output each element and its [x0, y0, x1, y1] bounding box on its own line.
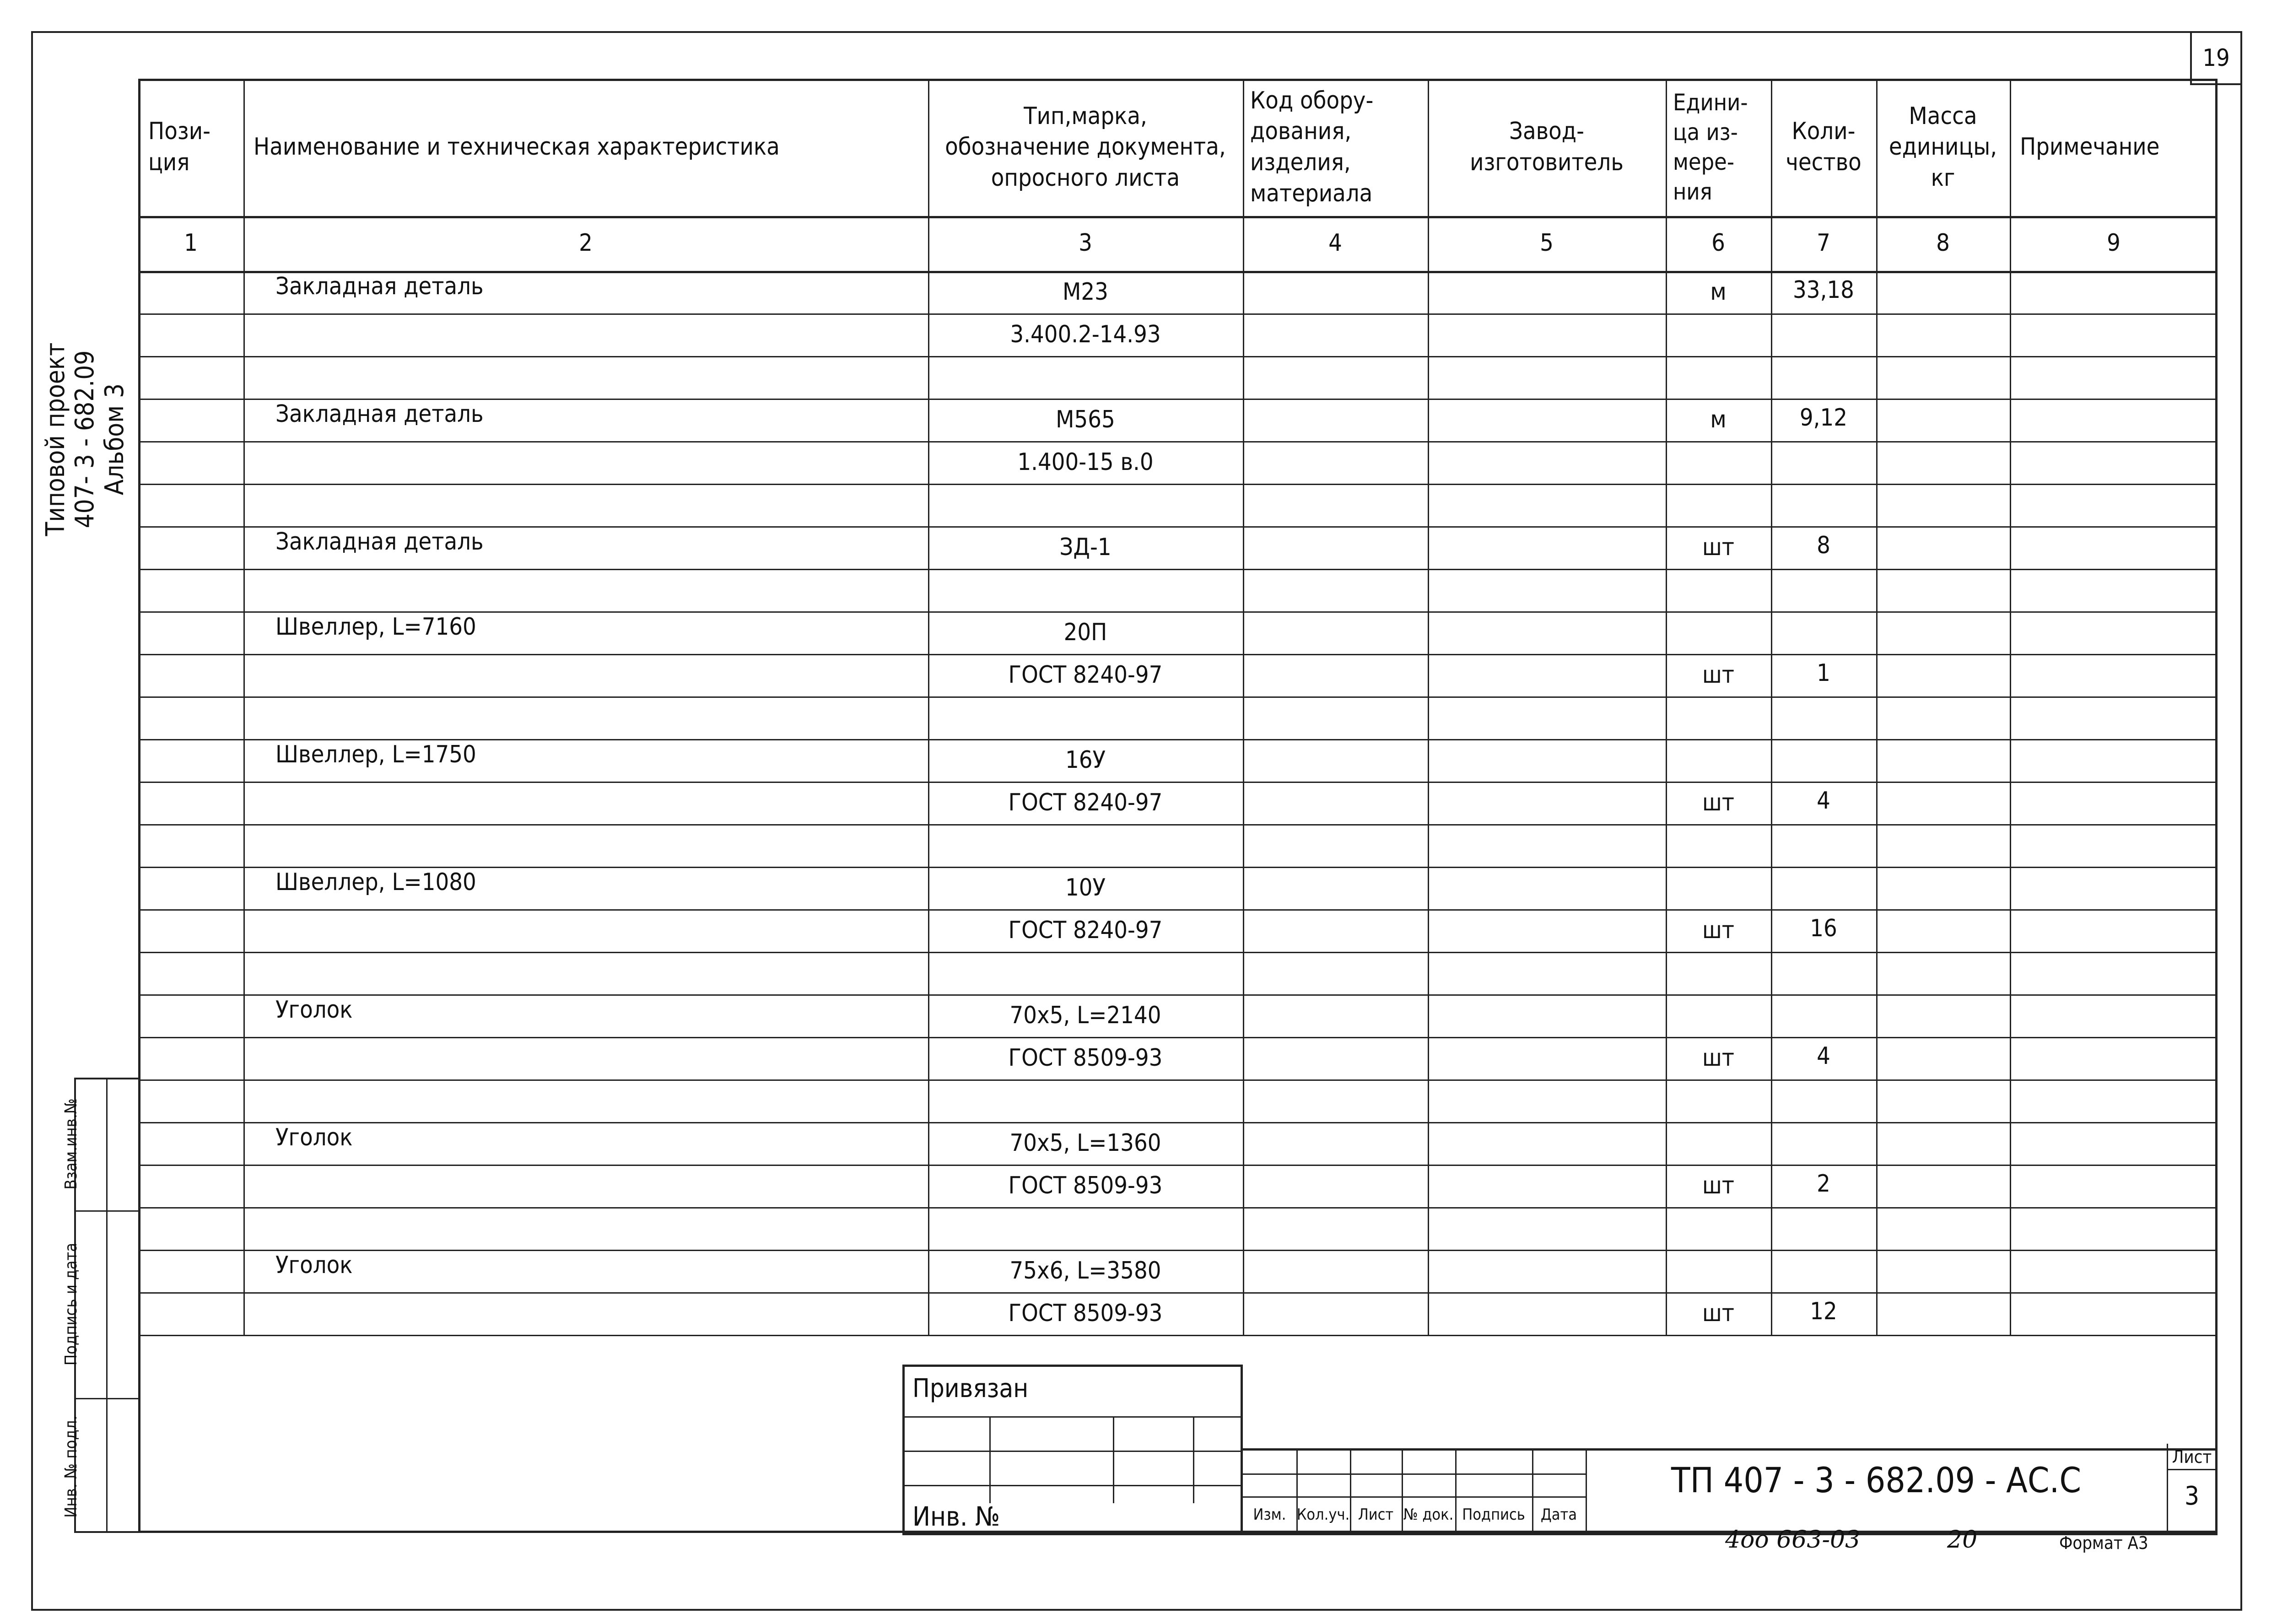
row-unit [1666, 994, 1771, 1037]
column-number: 4 [1328, 229, 1342, 257]
header-cell: Тип,марка, обозначение документа, опросного листа [945, 102, 1226, 192]
row-name: Уголок [275, 996, 353, 1024]
row-quantity [1771, 1205, 1876, 1248]
revision-header: № док. [1403, 1505, 1454, 1524]
row-type: ГОСТ 8240-97 [1008, 661, 1163, 689]
stamp-vzam-inv: Взам.инв.№ [62, 1098, 81, 1190]
row-unit: шт [1702, 533, 1735, 561]
row-quantity [1771, 312, 1876, 354]
row-quantity [1771, 950, 1876, 993]
row-unit [1666, 1122, 1771, 1165]
row-type: ГОСТ 8509-93 [1008, 1171, 1163, 1199]
column-number: 6 [1711, 229, 1725, 257]
row-name [243, 819, 928, 861]
privyazan-label: Привязан [912, 1373, 1029, 1403]
row-name: Уголок [275, 1123, 353, 1151]
row-unit: шт [1702, 661, 1735, 689]
header-cell: Примечание [2020, 133, 2160, 161]
row-unit [1666, 1250, 1771, 1292]
row-name: Швеллер, L=7160 [275, 613, 476, 641]
header-cell: Пози- ция [148, 118, 210, 176]
list-label: Лист [2172, 1447, 2212, 1468]
list-value: 3 [2184, 1481, 2200, 1511]
header-cell: Масса единицы, кг [1889, 102, 1997, 192]
side-title-line1: Типовой проект [41, 342, 70, 536]
revision-header: Дата [1540, 1505, 1577, 1524]
row-quantity: 16 [1810, 914, 1837, 942]
row-name [243, 1159, 928, 1202]
row-unit [1666, 441, 1771, 484]
row-name: Закладная деталь [275, 272, 484, 300]
row-quantity [1771, 439, 1876, 482]
row-name: Закладная деталь [275, 528, 484, 556]
row-unit [1666, 356, 1771, 399]
row-type [928, 1207, 1243, 1250]
row-type [928, 696, 1243, 739]
row-name [243, 1202, 928, 1244]
row-quantity: 9,12 [1799, 404, 1848, 432]
row-name [243, 308, 928, 351]
row-type [928, 952, 1243, 994]
side-title-line2: 407- 3 - 682.09 [70, 350, 100, 529]
row-type [928, 569, 1243, 611]
header-cell: Наименование и техническая характеристика [254, 133, 780, 161]
row-quantity [1771, 865, 1876, 907]
column-number: 7 [1817, 229, 1830, 257]
row-divider [138, 1335, 2218, 1336]
row-name: Швеллер, L=1750 [275, 740, 476, 768]
row-type: 3.400.2-14.93 [1010, 320, 1161, 348]
row-quantity: 1 [1817, 659, 1830, 687]
row-unit [1666, 313, 1771, 356]
row-name [243, 691, 928, 734]
row-unit [1666, 1207, 1771, 1250]
row-quantity: 4 [1817, 1042, 1830, 1070]
row-name [243, 436, 928, 478]
row-type: 10У [1065, 874, 1106, 901]
row-name [243, 904, 928, 946]
row-type: 1.400-15 в.0 [1017, 448, 1154, 476]
row-name [243, 776, 928, 819]
row-quantity [1771, 482, 1876, 524]
row-type [928, 1079, 1243, 1122]
row-name [243, 478, 928, 521]
inv-no-label: Инв. № [912, 1501, 1000, 1532]
row-name [243, 648, 928, 691]
row-unit [1666, 484, 1771, 526]
row-quantity: 2 [1817, 1170, 1830, 1198]
row-type: 70x5, L=1360 [1009, 1129, 1161, 1157]
column-number: 1 [184, 229, 198, 257]
row-name [243, 1287, 928, 1329]
stamp-inv-podl: Инв. № подл. [62, 1415, 81, 1518]
header-cell: Коли- чество [1786, 118, 1862, 176]
row-type: М565 [1056, 405, 1115, 433]
row-unit [1666, 867, 1771, 909]
row-unit [1666, 1079, 1771, 1122]
row-unit: шт [1702, 1299, 1735, 1327]
row-quantity [1771, 354, 1876, 397]
row-quantity [1771, 993, 1876, 1035]
row-type: ЗД-1 [1059, 533, 1112, 561]
stamp-podpis-data: Подпись и дата [62, 1242, 81, 1366]
row-name [243, 946, 928, 989]
row-quantity: 12 [1810, 1297, 1837, 1325]
row-type: ГОСТ 8240-97 [1008, 916, 1163, 944]
sheet-number: 19 [2190, 31, 2242, 85]
row-name [243, 351, 928, 393]
revision-header: Подпись [1462, 1505, 1525, 1524]
row-type: ГОСТ 8509-93 [1008, 1299, 1163, 1327]
revision-header: Лист [1358, 1505, 1394, 1524]
row-quantity [1771, 1120, 1876, 1163]
row-unit: шт [1702, 916, 1735, 944]
row-type: 16У [1065, 746, 1106, 774]
header-cell: Код обору- дования, изделия, материала [1250, 86, 1374, 207]
row-type: ГОСТ 8509-93 [1008, 1044, 1163, 1072]
column-number: 8 [1936, 229, 1950, 257]
row-name: Закладная деталь [275, 400, 484, 428]
column-number: 2 [579, 229, 593, 257]
header-cell: Едини- ца из- мере- ния [1673, 89, 1748, 205]
side-title [41, 302, 133, 577]
row-type: 75x6, L=3580 [1009, 1257, 1161, 1284]
row-quantity: 33,18 [1793, 276, 1854, 304]
row-unit [1666, 696, 1771, 739]
row-quantity [1771, 610, 1876, 652]
row-unit: м [1710, 405, 1727, 433]
row-quantity: 8 [1817, 531, 1830, 559]
row-type: М23 [1063, 278, 1108, 306]
row-quantity [1771, 822, 1876, 865]
document-code: ТП 407 - 3 - 682.09 - АС.С [1671, 1459, 2082, 1500]
revision-header: Изм. [1253, 1505, 1286, 1524]
column-number: 3 [1079, 229, 1092, 257]
row-name [243, 563, 928, 606]
row-unit [1666, 611, 1771, 654]
row-unit [1666, 952, 1771, 994]
row-type: 70x5, L=2140 [1009, 1001, 1161, 1029]
column-number: 9 [2107, 229, 2121, 257]
format-label: Формат А3 [2059, 1533, 2148, 1553]
row-unit: шт [1702, 1171, 1735, 1199]
handwritten-code: 4оо 663-03 [1725, 1526, 1861, 1554]
row-type [928, 356, 1243, 399]
row-quantity [1771, 567, 1876, 610]
row-unit [1666, 569, 1771, 611]
header-cell: Завод- изготовитель [1470, 118, 1624, 176]
handwritten-number: 20 [1947, 1526, 1978, 1554]
row-quantity [1771, 695, 1876, 737]
row-type [928, 484, 1243, 526]
revision-header: Кол.уч. [1296, 1505, 1350, 1524]
row-type: ГОСТ 8240-97 [1008, 788, 1163, 816]
row-name: Уголок [275, 1251, 353, 1279]
row-quantity: 4 [1817, 787, 1830, 815]
row-quantity [1771, 1248, 1876, 1290]
row-name: Швеллер, L=1080 [275, 868, 476, 896]
side-title-line3: Альбом 3 [99, 383, 129, 496]
row-unit: шт [1702, 788, 1735, 816]
row-name [243, 1031, 928, 1074]
row-unit: м [1710, 278, 1727, 306]
row-quantity [1771, 1078, 1876, 1120]
row-unit [1666, 824, 1771, 867]
row-type: 20П [1063, 618, 1107, 646]
row-quantity [1771, 737, 1876, 780]
row-unit [1666, 739, 1771, 782]
column-number: 5 [1540, 229, 1554, 257]
row-type [928, 824, 1243, 867]
row-name [243, 1074, 928, 1117]
row-unit: шт [1702, 1044, 1735, 1072]
